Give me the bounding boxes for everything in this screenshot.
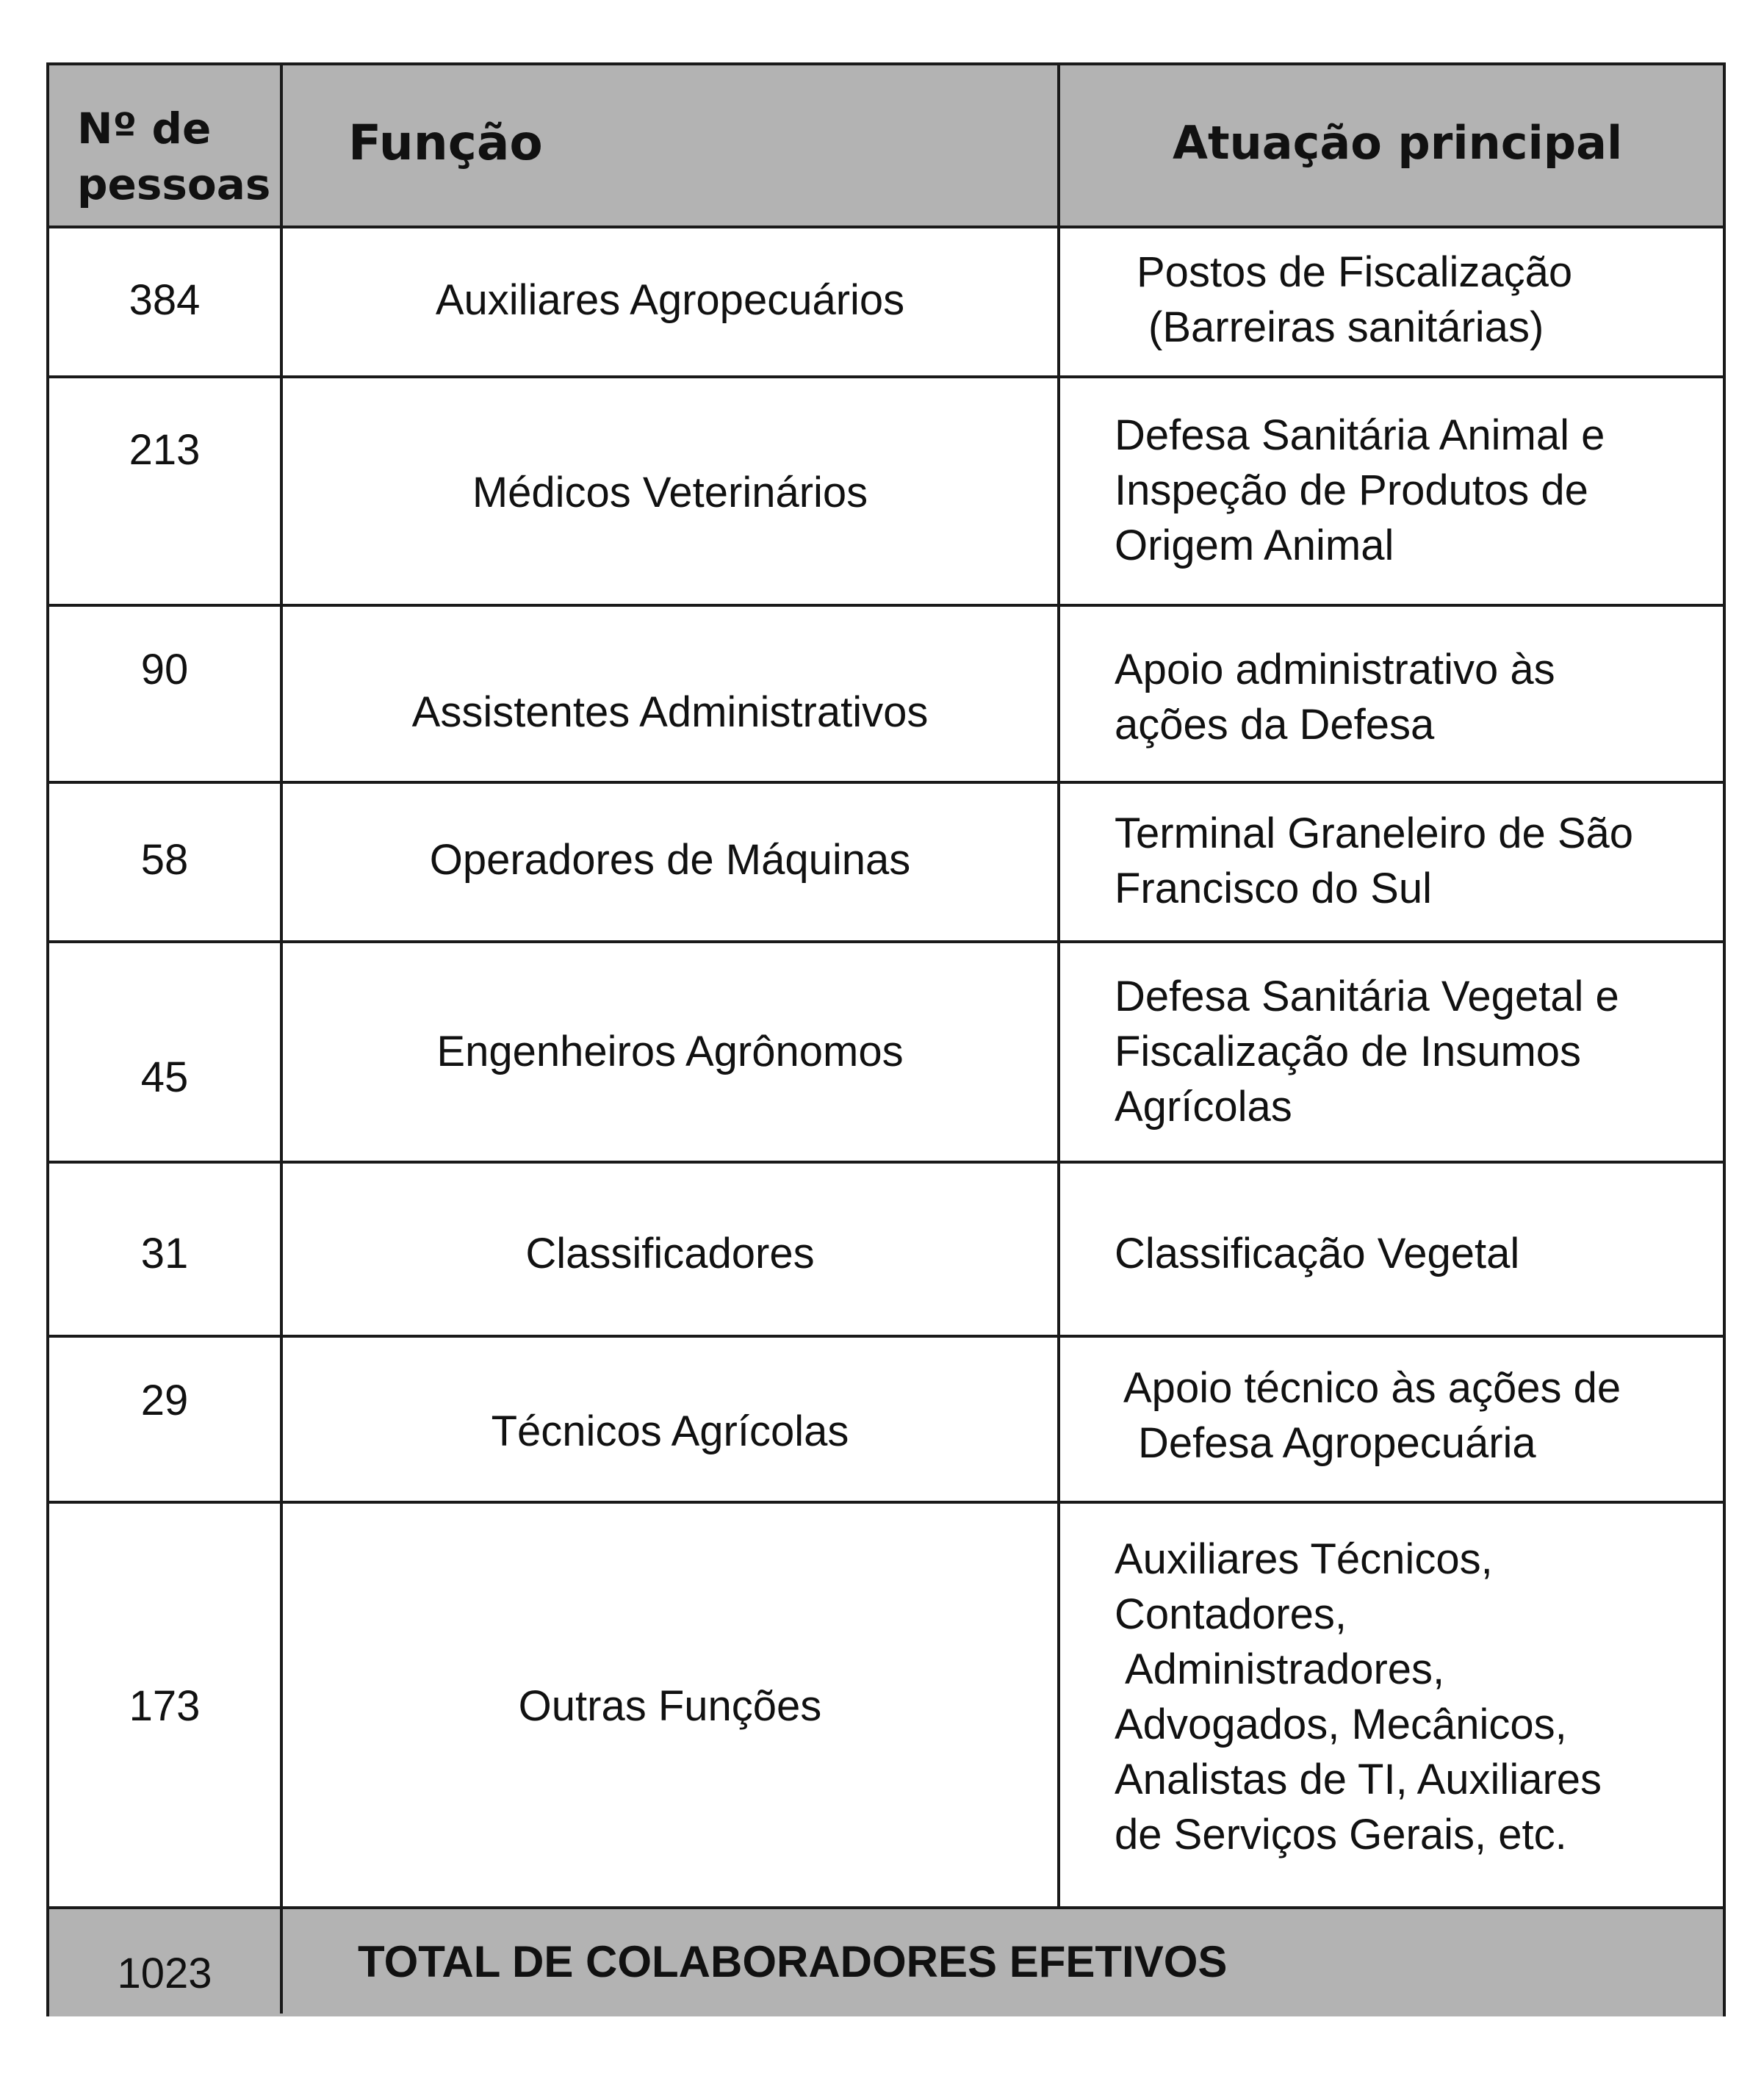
row-count: 173 bbox=[129, 1682, 201, 1730]
row-activity-line: Origem Animal bbox=[1115, 522, 1394, 569]
row-activity-line: Contadores, bbox=[1115, 1590, 1347, 1638]
row-activity-line: Inspeção de Produtos de bbox=[1115, 466, 1588, 514]
row-activity-line: Administradores, bbox=[1125, 1645, 1445, 1693]
row-activity-line: Analistas de TI, Auxiliares bbox=[1115, 1756, 1602, 1803]
row-activity-line: Classificação Vegetal bbox=[1115, 1230, 1520, 1277]
header-count-label-line2: pessoas bbox=[77, 159, 271, 209]
table-row bbox=[49, 228, 1723, 378]
row-count: 31 bbox=[140, 1230, 189, 1277]
row-count: 45 bbox=[140, 1053, 189, 1101]
row-function: Médicos Veterinários bbox=[472, 469, 868, 516]
row-activity-line: Advogados, Mecânicos, bbox=[1115, 1701, 1567, 1748]
row-activity-line: Terminal Graneleiro de São bbox=[1115, 810, 1634, 857]
row-function: Auxiliares Agropecuários bbox=[435, 276, 905, 324]
row-activity-line: Auxiliares Técnicos, bbox=[1115, 1535, 1493, 1583]
row-function: Operadores de Máquinas bbox=[429, 836, 911, 884]
row-count: 29 bbox=[140, 1377, 189, 1424]
table-row bbox=[49, 1164, 1723, 1338]
row-activity-line: ações da Defesa bbox=[1115, 701, 1435, 749]
table-row bbox=[49, 378, 1723, 607]
row-function: Classificadores bbox=[525, 1230, 815, 1277]
table-header-row bbox=[49, 65, 1723, 228]
row-activity-line: Defesa Agropecuária bbox=[1138, 1419, 1536, 1467]
row-function: Engenheiros Agrônomos bbox=[436, 1028, 904, 1075]
table-row bbox=[49, 943, 1723, 1164]
total-count: 1023 bbox=[117, 1950, 212, 1997]
column-divider bbox=[280, 65, 283, 2013]
row-activity-line: Agrícolas bbox=[1115, 1083, 1292, 1131]
row-activity-line: Defesa Sanitária Vegetal e bbox=[1115, 973, 1619, 1020]
table-row bbox=[49, 1504, 1723, 1909]
row-activity-line: Apoio técnico às ações de bbox=[1123, 1364, 1621, 1412]
row-activity-line: Fiscalização de Insumos bbox=[1115, 1028, 1582, 1075]
header-count-label-line1: Nº de bbox=[77, 104, 212, 154]
row-count: 58 bbox=[140, 836, 189, 884]
row-count: 90 bbox=[140, 646, 189, 693]
row-activity-line: Francisco do Sul bbox=[1115, 865, 1432, 912]
row-activity-line: Postos de Fiscalização bbox=[1137, 248, 1573, 296]
staff-table bbox=[46, 62, 1726, 2016]
row-function: Assistentes Administrativos bbox=[411, 688, 929, 736]
table-row bbox=[49, 784, 1723, 943]
row-activity-line: Apoio administrativo às bbox=[1115, 646, 1555, 693]
row-activity-line: de Serviços Gerais, etc. bbox=[1115, 1811, 1567, 1859]
row-count: 213 bbox=[129, 426, 201, 474]
row-activity-line: (Barreiras sanitárias) bbox=[1148, 303, 1544, 351]
row-activity-line: Defesa Sanitária Animal e bbox=[1115, 411, 1605, 459]
column-divider bbox=[1057, 65, 1060, 1906]
header-activity-label: Atuação principal bbox=[1173, 116, 1623, 170]
row-count: 384 bbox=[129, 276, 201, 324]
header-function-label: Função bbox=[348, 115, 543, 171]
total-label: TOTAL DE COLABORADORES EFETIVOS bbox=[358, 1937, 1228, 1986]
table-row bbox=[49, 1338, 1723, 1504]
table-row bbox=[49, 607, 1723, 784]
table-total-row bbox=[49, 1909, 1723, 2016]
row-function: Técnicos Agrícolas bbox=[491, 1407, 849, 1455]
row-function: Outras Funções bbox=[518, 1682, 822, 1730]
